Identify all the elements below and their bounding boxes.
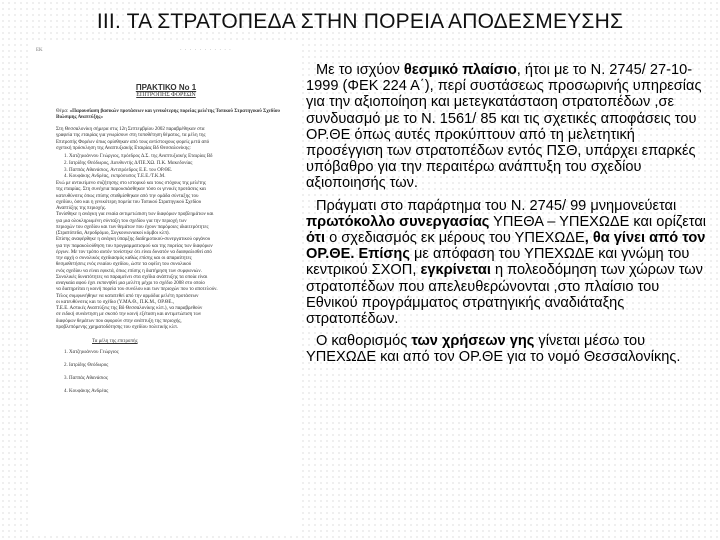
p3-text-2: γίνεται μέσω του ΥΠΕΧΩΔΕ και από τον ΟΡ.ΘΕ για το νομό Θεσσαλονίκης. (306, 333, 681, 366)
document-body-line: Επίσης αναφέρθηκε η ανάγκη ύπαρξης διαδημοτικού-συνεργατικού οργάνου (56, 237, 211, 243)
document-intro (30, 127, 302, 152)
document-signature-item: 1. Χατζηιωάννου Γεώργιος (64, 350, 119, 356)
document-heading: ΠΡΑΚΤΙΚΟ Νο 1 (135, 83, 197, 92)
document-body-line: Ενώ με αντικείμενο συζήτησης στο ιστορικό και τους στόχους της μελέτης (56, 181, 206, 187)
p2-text-3: ο σχεδιασμός εκ μέρους του ΥΠΕΧΩΔΕ (325, 230, 585, 247)
p3-text-1: Ο καθορισμός (316, 333, 412, 350)
document-corner-mark: ΕΚ (36, 48, 43, 53)
p2-bold-1: πρωτόκολλο συνεργασίας (306, 213, 490, 230)
document-header (30, 84, 302, 99)
document-body-line: αναγκαία αφού έχει εκπονηθεί μια μελέτη μέχρι το σχέδιο 2008 στο οποίο (56, 281, 205, 287)
document-intro-line: Επιτροπής Φορέων όπως ορίσθηκαν από τους αντίστοιχους φορείς μετά από (56, 139, 210, 145)
document-member-item: 3. Παππάς Αθανάσιος, Αντιπρόεδρος Ε.Ε. του ΟΡ.ΘΕ. (64, 167, 173, 173)
document-signature-title: Τα μέλη της επιτροπής (92, 339, 138, 345)
document-corner-dots: · · · · · · · · · · · (180, 48, 232, 53)
document-body-line: Συνολικές δυνατότητες να παραμείνει στα σχέδια ανάπτυξης τα οποία είναι (56, 274, 208, 280)
document-body-line: περιοχών του σχεδίου και των θεμάτων που έχουν παρόμοιες ιδιαιτερότητες (56, 224, 209, 230)
document-body-line: κατευθύνσεις όπως επίσης σταθμίσθηκαν από την ομάδα σύνταξης του (56, 193, 199, 199)
document-intro-line: γραφεία της εταιρίας για γνωρίσουν στη τοποθέτηση θέματος, τα μέλη της (56, 133, 206, 139)
p2-text-2: ΥΠΕΘΑ – ΥΠΕΧΩΔΕ και ορίζεται (489, 213, 707, 230)
p1-text-2: , ήτοι με το Ν. 2745/ 27-10-1999 (ΦΕΚ 224 Α΄), περί συστάσεως προσωρινής υπηρεσίας για την αξιοποίηση και μετεγκατάσταση στρατοπέδων ,σε συνδυασμό με το Ν. 1561/ 85 και τις σχετικές αποφάσεις του ΟΡ.ΘΕ όπως αυτές προκύπτουν από τη μελετητική προσέγγιση των στρατοπέδων εντός ΠΣΘ, υπάρχει επαρκές υπόβαθρο για την περαιτέρω ανάπτυξη του σχεδίου αξιοποιησής των. (306, 62, 702, 192)
document-member-list (64, 154, 294, 181)
document-body-line: οι κατευθύνσεις και το σχέδιο (Υ.ΜΑ.Θ., Π.Κ.Μ., ΟΡ.ΘΕ., (56, 299, 174, 305)
paragraph-land-use (306, 333, 714, 365)
document-body-line: (Στρατόπεδα, Αεροδρόμιο, Συγκοινωνιακοί κόμβοι κλπ). (56, 231, 170, 237)
document-subject-text: «Παρουσίαση βασικών προτάσεων και γενικότερης πορείας μελέτης Τοπικού Στρατηγικού Σχεδίου Βιώσιμης Αναπτύξης» (56, 108, 281, 120)
document-body-line: ενός σχεδίου να είναι εφικτά, όπως επίσης η διατήρηση των συμφωνιών. (56, 268, 202, 274)
p2-bold-2: ότι (306, 230, 326, 247)
p2-text-5: η πολεοδόμηση των χώρων των στρατοπέδων που απελευθερώνονται ,στο πλαίσιο του Εθνικού προγράμματος στρατηγικής αναδιάταξης στρατοπέδων. (306, 262, 703, 328)
document-subject-label: Θέμα: (56, 108, 69, 114)
document-body-line: Τ.Ε.Ε. Αστικές Αναπτύξεις της Βδ Θεσσαλονίκης κλπ.), να παραβρεθούν (56, 306, 203, 312)
document-body-line: έργων. Με τον τρόπο αυτόν τονίστηκε ότι είναι δυνατόν να διασφαλισθεί από (56, 249, 212, 255)
paragraph-cooperation-protocol (306, 198, 714, 328)
document-body-line: για μια ολοκληρωμένη σύνταξη του σχεδίου για την περιοχή των (56, 218, 187, 224)
p2-bold-3: , θα γίνει από τον ΟΡ.ΘΕ. Επίσης (306, 230, 706, 263)
document-body (30, 181, 302, 331)
slide-title: ΙΙΙ. ΤΑ ΣΤΡΑΤΟΠΕΔΑ ΣΤΗΝ ΠΟΡΕΙΑ ΑΠΟΔΕΣΜΕΥΣΗΣ (96, 10, 624, 33)
document-member-item: 1. Χατζηιωάννου Γεώργιος, πρόεδρος Δ.Σ. της Αναπτυξιακής Εταιρίας Βδ (64, 154, 213, 160)
document-signature-item: 2. Ιατρίδης Θεόδωρος (64, 363, 109, 369)
document-body-line: θεσμοθετήσεις ενός ενιαίου σχεδίου, ώστε τα οφέλη του συνολικού (56, 262, 192, 268)
paragraph-legal-framework (306, 62, 714, 192)
document-signature-item: 4. Κουφάκης Ανδρέας (64, 389, 109, 395)
document-body-line: προβλεπόμενης χρηματοδότησης του σχεδίου πολιτικής κλπ. (56, 324, 179, 330)
document-body-line: Τονίσθηκε η ανάγκη για ενιαία αντιμετώπιση των διαφόρων προβλημάτων και (56, 212, 214, 218)
p3-bold-1: των χρήσεων γης (411, 333, 535, 350)
p1-bold-1: θεσμικό πλαίσιο (403, 62, 517, 78)
document-member-item: 4. Κουφάκης Ανδρέας, εκπρόσωπος Τ.Ε.Ε./Τ.Κ.Μ. (64, 174, 166, 180)
document-body-line: Αναπτύξης της περιοχής. (56, 206, 107, 212)
document-body-line: σε ειδική συνάντηση με σκοπό την κοινή εξέταση και αντιμετώπιση των (56, 312, 202, 318)
scanned-document-image (30, 44, 302, 534)
document-body-line: της εταιρίας. Στη συνέχεια παρουσιάσθηκαν τόσο οι γενικές προτάσεις και (56, 187, 206, 193)
document-member-item: 2. Ιατρίδης Θεόδωρος, Διευθυντής Δ/ΠΕ.ΧΩ. Π.Κ. Μακεδονίας (64, 160, 193, 166)
document-body-line: την αρχή ο συνολικός σχεδιασμός καθώς επίσης και οι απαραίτητες (56, 256, 192, 262)
document-signature-item: 3. Παππάς Αθανάσιος (64, 376, 108, 382)
document-signature-list (64, 346, 302, 398)
document-body-line: διαφόρων θεμάτων που αφορούν στην ανάπτυξη της περιοχής, (56, 318, 182, 324)
document-subject (56, 109, 294, 122)
slide-text (306, 62, 714, 372)
document-body-line: για την παρακολούθηση του προγραμματισμού και της πορείας των διαφόρων (56, 243, 213, 249)
p2-text-1: Πράγματι στο παράρτημα του Ν. 2745/ 99 μνημονεύεται (316, 197, 677, 214)
document-intro-line: σχετική πρόσκληση της Αναπτυξιακής Εταιρίας Βδ Θεσσαλονίκης: (56, 145, 191, 151)
document-intro-line: Στη Θεσσαλονίκη σήμερα στις 12η Σεπτεμβρίου 2002 παραβρέθηκαν στα (56, 127, 205, 133)
document-body-line: να διατηρείται η κοινή πορεία του συνόλου και των περιοχών που το αποτελούν. (56, 287, 218, 293)
document-body-line: σχεδίου, όσο και η γενικότερη πορεία του Τοπικού Στρατηγικού Σχεδίου (56, 199, 202, 205)
p2-bold-4: εγκρίνεται (420, 262, 491, 279)
document-subheading: ΕΠΙΤΡΟΠΗΣ ΦΟΡΕΩΝ (136, 92, 196, 99)
document-body-line: Τέλος συμφωνήθηκε να κατατεθεί από την αρμόδια μελέτη προτάσεων (56, 293, 199, 299)
p1-text-1: Με το ισχύον (316, 62, 404, 78)
p2-text-4: με απόφαση του ΥΠΕΧΩΔΕ και γνώμη του κεντρικού ΣΧΟΠ, (306, 246, 690, 279)
